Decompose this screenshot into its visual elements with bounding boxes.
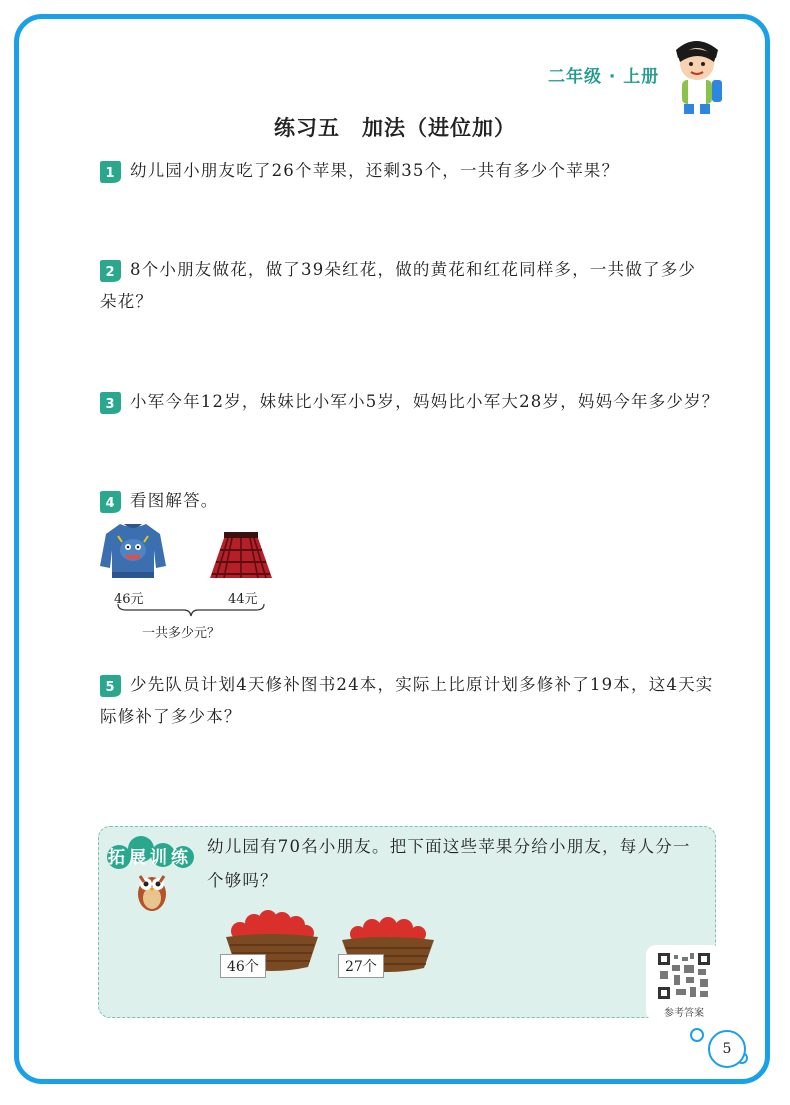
total-price-question: 一共多少元？ bbox=[142, 626, 221, 641]
question-number-badge-5 bbox=[98, 673, 122, 699]
owl-icon bbox=[132, 866, 172, 914]
qr-code-icon[interactable] bbox=[656, 951, 712, 1001]
question-number-badge-2 bbox=[98, 258, 122, 284]
question-number: 3 bbox=[105, 397, 115, 412]
extension-line-2: 个够吗？ bbox=[207, 871, 278, 890]
question-2-line-1: 8个小朋友做花，做了39朵红花，做的黄花和红花同样多，一共做了多少 bbox=[130, 260, 697, 279]
decor-bubble bbox=[690, 1028, 704, 1042]
skirt-image bbox=[206, 530, 276, 582]
question-2-line-2: 朵花？ bbox=[100, 292, 154, 311]
page-number: 5 bbox=[708, 1030, 746, 1068]
question-number-badge-4 bbox=[98, 489, 122, 515]
sweater-price: 46元 bbox=[114, 592, 144, 607]
question-number-badge-1 bbox=[98, 159, 122, 185]
basket-1-count: 46个 bbox=[220, 954, 266, 978]
question-4-text: 看图解答。 bbox=[130, 491, 219, 510]
question-number: 2 bbox=[105, 265, 115, 280]
extension-badge-label: 拓展训练 bbox=[108, 848, 192, 868]
question-number: 1 bbox=[105, 166, 115, 181]
question-5-line-2: 际修补了多少本？ bbox=[100, 707, 242, 726]
basket-2-count: 27个 bbox=[338, 954, 384, 978]
question-5-line-1: 少先队员计划4天修补图书24本，实际上比原计划多修补了19本，这4天实 bbox=[130, 675, 714, 694]
extension-line-1: 幼儿园有70名小朋友。把下面这些苹果分给小朋友，每人分一 bbox=[207, 837, 691, 856]
page-title: 练习五 加法（进位加） bbox=[274, 116, 516, 140]
skirt-price: 44元 bbox=[228, 592, 258, 607]
question-1-text: 幼儿园小朋友吃了26个苹果，还剩35个，一共有多少个苹果？ bbox=[130, 161, 620, 180]
question-number: 4 bbox=[105, 496, 115, 511]
question-number-badge-3 bbox=[98, 390, 122, 416]
qr-caption: 参考答案 bbox=[664, 1008, 704, 1019]
question-number: 5 bbox=[105, 680, 115, 695]
boy-mascot-icon bbox=[664, 36, 728, 116]
sweater-image bbox=[96, 520, 171, 582]
question-3-text: 小军今年12岁，妹妹比小军小5岁，妈妈比小军大28岁，妈妈今年多少岁？ bbox=[130, 392, 720, 411]
grade-label: 二年级 · 上册 bbox=[548, 67, 660, 87]
sum-brace bbox=[116, 602, 266, 618]
